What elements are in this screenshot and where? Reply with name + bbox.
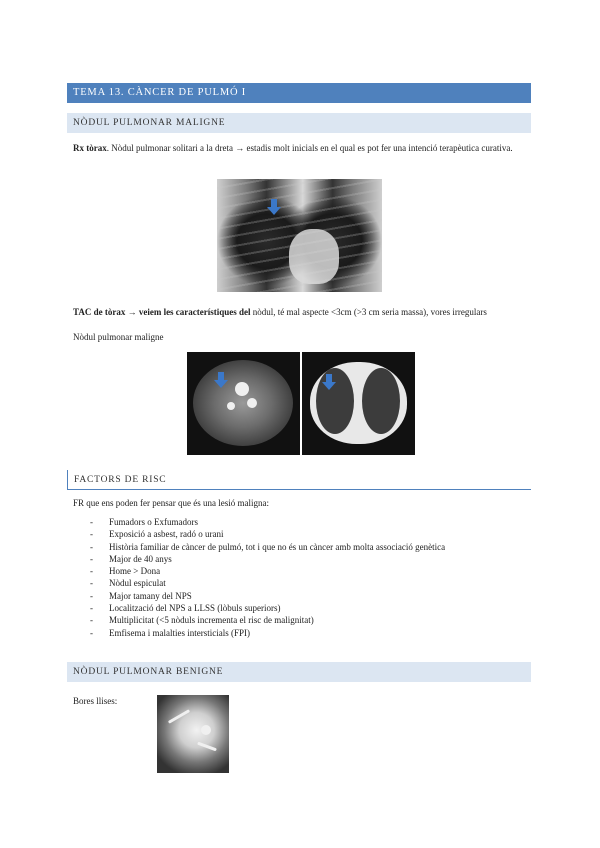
list-item: - Nòdul espiculat bbox=[90, 577, 445, 589]
list-item: - Emfisema i malalties intersticials (FPI) bbox=[90, 627, 445, 639]
rx-text: . Nòdul pulmonar solitari a la dreta → estadis molt inicials en el qual es pot fer una intenció terapèutica curativa. bbox=[106, 143, 513, 153]
list-item: - Major tamany del NPS bbox=[90, 590, 445, 602]
ct-benign-nodule-image bbox=[157, 695, 229, 773]
list-item: - Localització del NPS a LLSS (lòbuls superiors) bbox=[90, 602, 445, 614]
section-heading-benign: NÒDUL PULMONAR BENIGNE bbox=[67, 662, 531, 682]
benign-label: Bores llises: bbox=[73, 696, 118, 706]
page-title: TEMA 13. CÀNCER DE PULMÓ I bbox=[67, 83, 531, 103]
chest-xray-image bbox=[217, 179, 382, 292]
list-item: - Exposició a asbest, radó o urani bbox=[90, 528, 445, 540]
image-caption-malignant: Nòdul pulmonar maligne bbox=[73, 332, 164, 342]
rx-lead: Rx tòrax bbox=[73, 143, 107, 153]
tac-text: nòdul, té mal aspecte <3cm (>3 cm seria massa), vores irregulars bbox=[250, 307, 487, 317]
section-heading-risk: FACTORS DE RISC bbox=[67, 470, 531, 490]
ct-lung-window-image bbox=[302, 352, 415, 455]
risk-factor-list bbox=[90, 516, 445, 639]
ct-mediastinal-image bbox=[187, 352, 300, 455]
list-item: - Major de 40 anys bbox=[90, 553, 445, 565]
section-heading-malignant: NÒDUL PULMONAR MALIGNE bbox=[67, 113, 531, 133]
risk-intro: FR que ens poden fer pensar que és una lesió maligna: bbox=[73, 498, 269, 508]
list-item: - Home > Dona bbox=[90, 565, 445, 577]
list-item: - Història familiar de càncer de pulmó, tot i que no és un càncer amb molta associació genètica bbox=[90, 541, 445, 553]
tac-paragraph bbox=[73, 306, 533, 319]
rx-paragraph bbox=[73, 142, 533, 155]
list-item: - Fumadors o Exfumadors bbox=[90, 516, 445, 528]
list-item: - Multiplicitat (<5 nòduls incrementa el risc de malignitat) bbox=[90, 614, 445, 626]
tac-lead: TAC de tòrax → veiem les característiques del bbox=[73, 307, 251, 317]
